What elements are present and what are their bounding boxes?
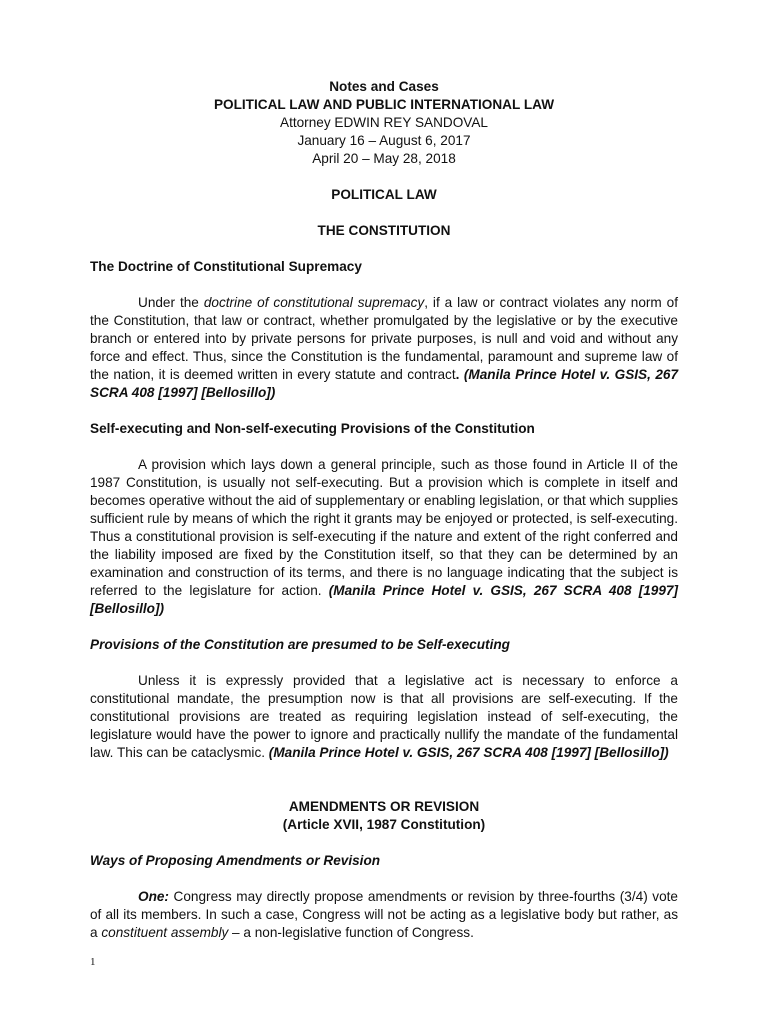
heading-constitutional-supremacy: The Doctrine of Constitutional Supremacy [90,259,362,274]
term-constituent-assembly: constituent assembly [101,925,229,940]
document-page [90,0,678,942]
amendments-title-line: AMENDMENTS OR REVISION [288,799,480,814]
header-author: Attorney EDWIN REY SANDOVAL [280,115,488,130]
term-doctrine: doctrine of constitutional supremacy [203,295,425,310]
text-run: – a non-legislative function of Congress. [228,925,474,940]
heading-self-executing: Self-executing and Non-self-executing Provisions of the Constitution [90,421,535,436]
text-run: Unless it is expressly provided that a legislative act is necessary to enforce a constitutional mandate, the presumption now is that all provisions are self-executing. If the constitutional provisions are treated as requiring legislation instead of self-executing, the legislature would have the power to ignore and practically nullify the mandate of the fundamental law. This can be cataclysmic. [90,673,678,760]
amendments-title [90,798,678,834]
text-run: , if a law or contract violates any norm of the Constitution, that law or contract, whether promulgated by the legislative or by the executive branch or entered into by private persons for private purposes, is null and void and without any force and effect. Thus, since the Constitution is the fundamental, paramount and supreme law of the nation, it is deemed written in every statute and contract [90,295,679,382]
header-course-title: POLITICAL LAW AND PUBLIC INTERNATIONAL LAW [213,97,555,112]
paragraph-self-executing [90,456,678,618]
case-citation: (Manila Prince Hotel v. GSIS, 267 SCRA 408 [1997] [Bellosillo]) [90,583,679,616]
header-date-range-2: April 20 – May 28, 2018 [312,151,456,166]
paragraph-presumed-self-executing [90,672,678,762]
paragraph-constitutional-supremacy [90,294,678,402]
page-number: 1 [90,956,96,968]
heading-presumed-self-executing: Provisions of the Constitution are presumed to be Self-executing [90,637,510,652]
case-citation: (Manila Prince Hotel v. GSIS, 267 SCRA 408 [1997] [Bellosillo]) [90,367,679,400]
label-one: One: [138,889,169,904]
document-header [90,78,678,168]
text-run: A provision which lays down a general principle, such as those found in Article II of the 1987 Constitution, is usually not self-executing. But a provision which is complete in itself and becomes operative without the aid of supplementary or enabling legislation, or that which supplies sufficient rule by means of which the right it grants may be enjoyed or protected, is self-executing. Thus a constitutional provision is self-executing if the nature and extent of the right conferred and the liability imposed are fixed by the Constitution itself, so that they can be determined by an examination and construction of its terms, and there is no language indicating that the subject is referred to the legislature for action. [90,457,678,598]
header-notes-and-cases: Notes and Cases [329,79,439,94]
section-title: POLITICAL LAW [331,187,437,202]
chapter-title: THE CONSTITUTION [317,223,451,238]
amendments-subtitle-line: (Article XVII, 1987 Constitution) [282,817,486,832]
text-run: Congress may directly propose amendments or revision by three-fourths (3/4) vote of all its members. In such a case, Congress will not be acting as a legislative body but rather, as a [90,889,678,940]
text-run: Under the [138,295,204,310]
case-citation: (Manila Prince Hotel v. GSIS, 267 SCRA 408 [1997] [Bellosillo]) [265,745,669,760]
paragraph-way-one [90,888,678,942]
header-date-range-1: January 16 – August 6, 2017 [297,133,471,148]
heading-ways-of-proposing: Ways of Proposing Amendments or Revision [90,853,381,868]
text-run: . [455,367,460,382]
